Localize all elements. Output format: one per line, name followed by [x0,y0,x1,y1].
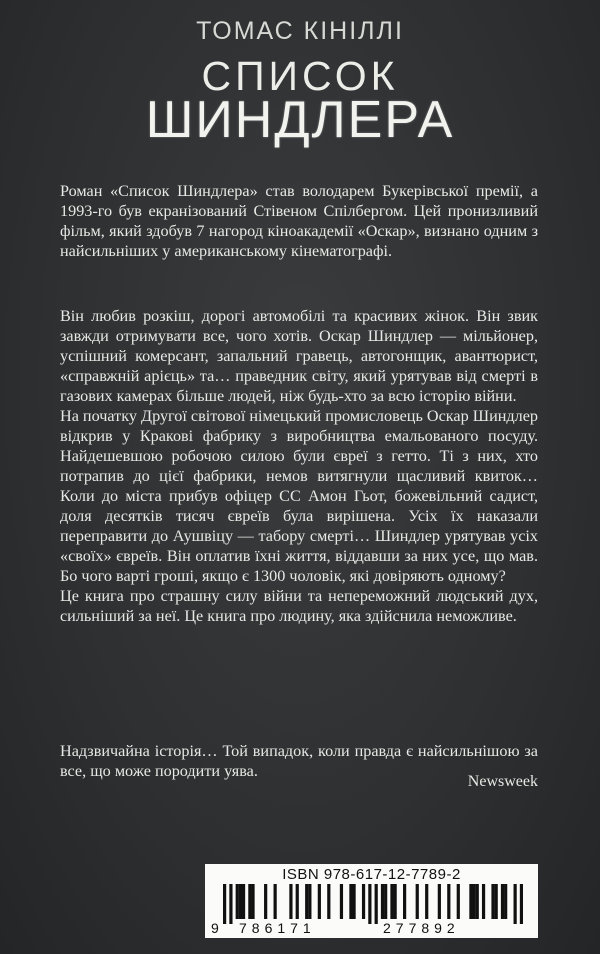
barcode-bar [425,884,428,919]
barcode-bar [447,884,450,919]
barcode-bar [223,884,226,924]
isbn-number: ISBN 978-617-12-7789-2 [282,866,461,883]
barcode-bar [264,884,267,919]
barcode-bar [308,884,311,919]
barcode-bar [327,884,330,919]
barcode-bar [274,884,277,919]
barcode-bar [416,884,419,919]
barcode-bar [520,884,523,924]
barcode-bar [403,884,406,919]
description-paragraph: На початку Другої світової німецький промисловець Оскар Шиндлер відкрив у Кракові фабрику з виробництва емальованого посуду. Найдешевшою робочою силою були євреї з гетто. Ті з них, хто потрапив до цієї фабрики, немов витягнули щасливий квиток… Коли до міста прибув офіцер СС Амон Гьот, божевільний садист, доля десятків тисяч євреїв була вирішена. Усіх їх наказали переправити до Аушвіцу — табору смерті… Шиндлер урятував усіх «своїх» євреїв. Він оплатив їхні життя, віддавши за них усе, що мав. Бо чого варті гроші, якщо є 1300 чоловік, які довіряють одному? [60,407,538,585]
review-quote: Надзвичайна історія… Той випадок, коли правда є найсильнішою за все, що може породити уява. [60,742,538,780]
barcode-bar [296,884,299,919]
barcode-bar [504,884,507,919]
main-description [60,306,538,626]
barcode-digit-first: 9 [211,920,219,936]
barcode-bar [239,884,242,919]
barcode-bars [223,884,523,924]
description-paragraph: Це книга про страшну силу війни та непереможний людський дух, сильніший за неї. Це книга про людину, яка здійснила неможливе. [60,587,538,625]
barcode-bar [390,884,393,919]
barcode-bar [438,884,441,919]
barcode-bar [457,884,460,919]
barcode-bar [472,884,475,919]
barcode-bar [349,884,352,919]
barcode-digits-right: 277892 [383,920,460,936]
barcode-bar [229,884,232,924]
intro-blurb: Роман «Список Шиндлера» став володарем Букерівської премії, а 1993-го був екранізований Стівеном Спілбергом. Цей пронизливий фільм, який здобув 7 нагород кіноакадемії «Оскар», визнано одним з найсильніших у американському кінематографі. [60,182,538,260]
barcode-bar [476,884,479,919]
author-name: ТОМАС КІНІЛЛІ [196,17,404,45]
barcode-bar [514,884,517,924]
barcode-bar [305,884,308,919]
title-line-2: ШИНДЛЕРА [145,91,455,149]
quote-source: Newsweek [467,773,538,790]
barcode-bar [469,884,472,919]
barcode-bar [318,884,321,919]
barcode-bar [384,884,387,919]
barcode-bar [491,884,494,919]
barcode-bar [352,884,355,919]
barcode-bar [375,884,378,924]
barcode-bar [289,884,292,919]
barcode-bar [340,884,343,919]
description-paragraph: Він любив розкіш, дорогі автомобілі та красивих жінок. Він звик завжди отримувати все, чого хотів. Оскар Шиндлер — мільйонер, успішний комерсант, запальний гравець, автогонщик, авантюрист, «справжній арієць» та… праведник світу, який урятував від смерті в газових камерах більше людей, ніж будь-хто за всю історію війни. [60,307,538,405]
barcode-bar [368,884,371,924]
barcode-bar [251,884,254,919]
barcode-bar [362,884,365,919]
barcode-bar [236,884,239,919]
barcode-bar [495,884,498,919]
barcode-label [205,864,538,938]
barcode-bar [394,884,397,919]
barcode-bar [381,884,384,919]
title-line-1: СПИСОК [201,53,399,99]
barcode-bar [482,884,485,919]
barcode-bar [501,884,504,919]
barcode-bar [242,884,245,919]
barcode-bar [248,884,251,919]
barcode-digits-left: 786171 [239,920,316,936]
